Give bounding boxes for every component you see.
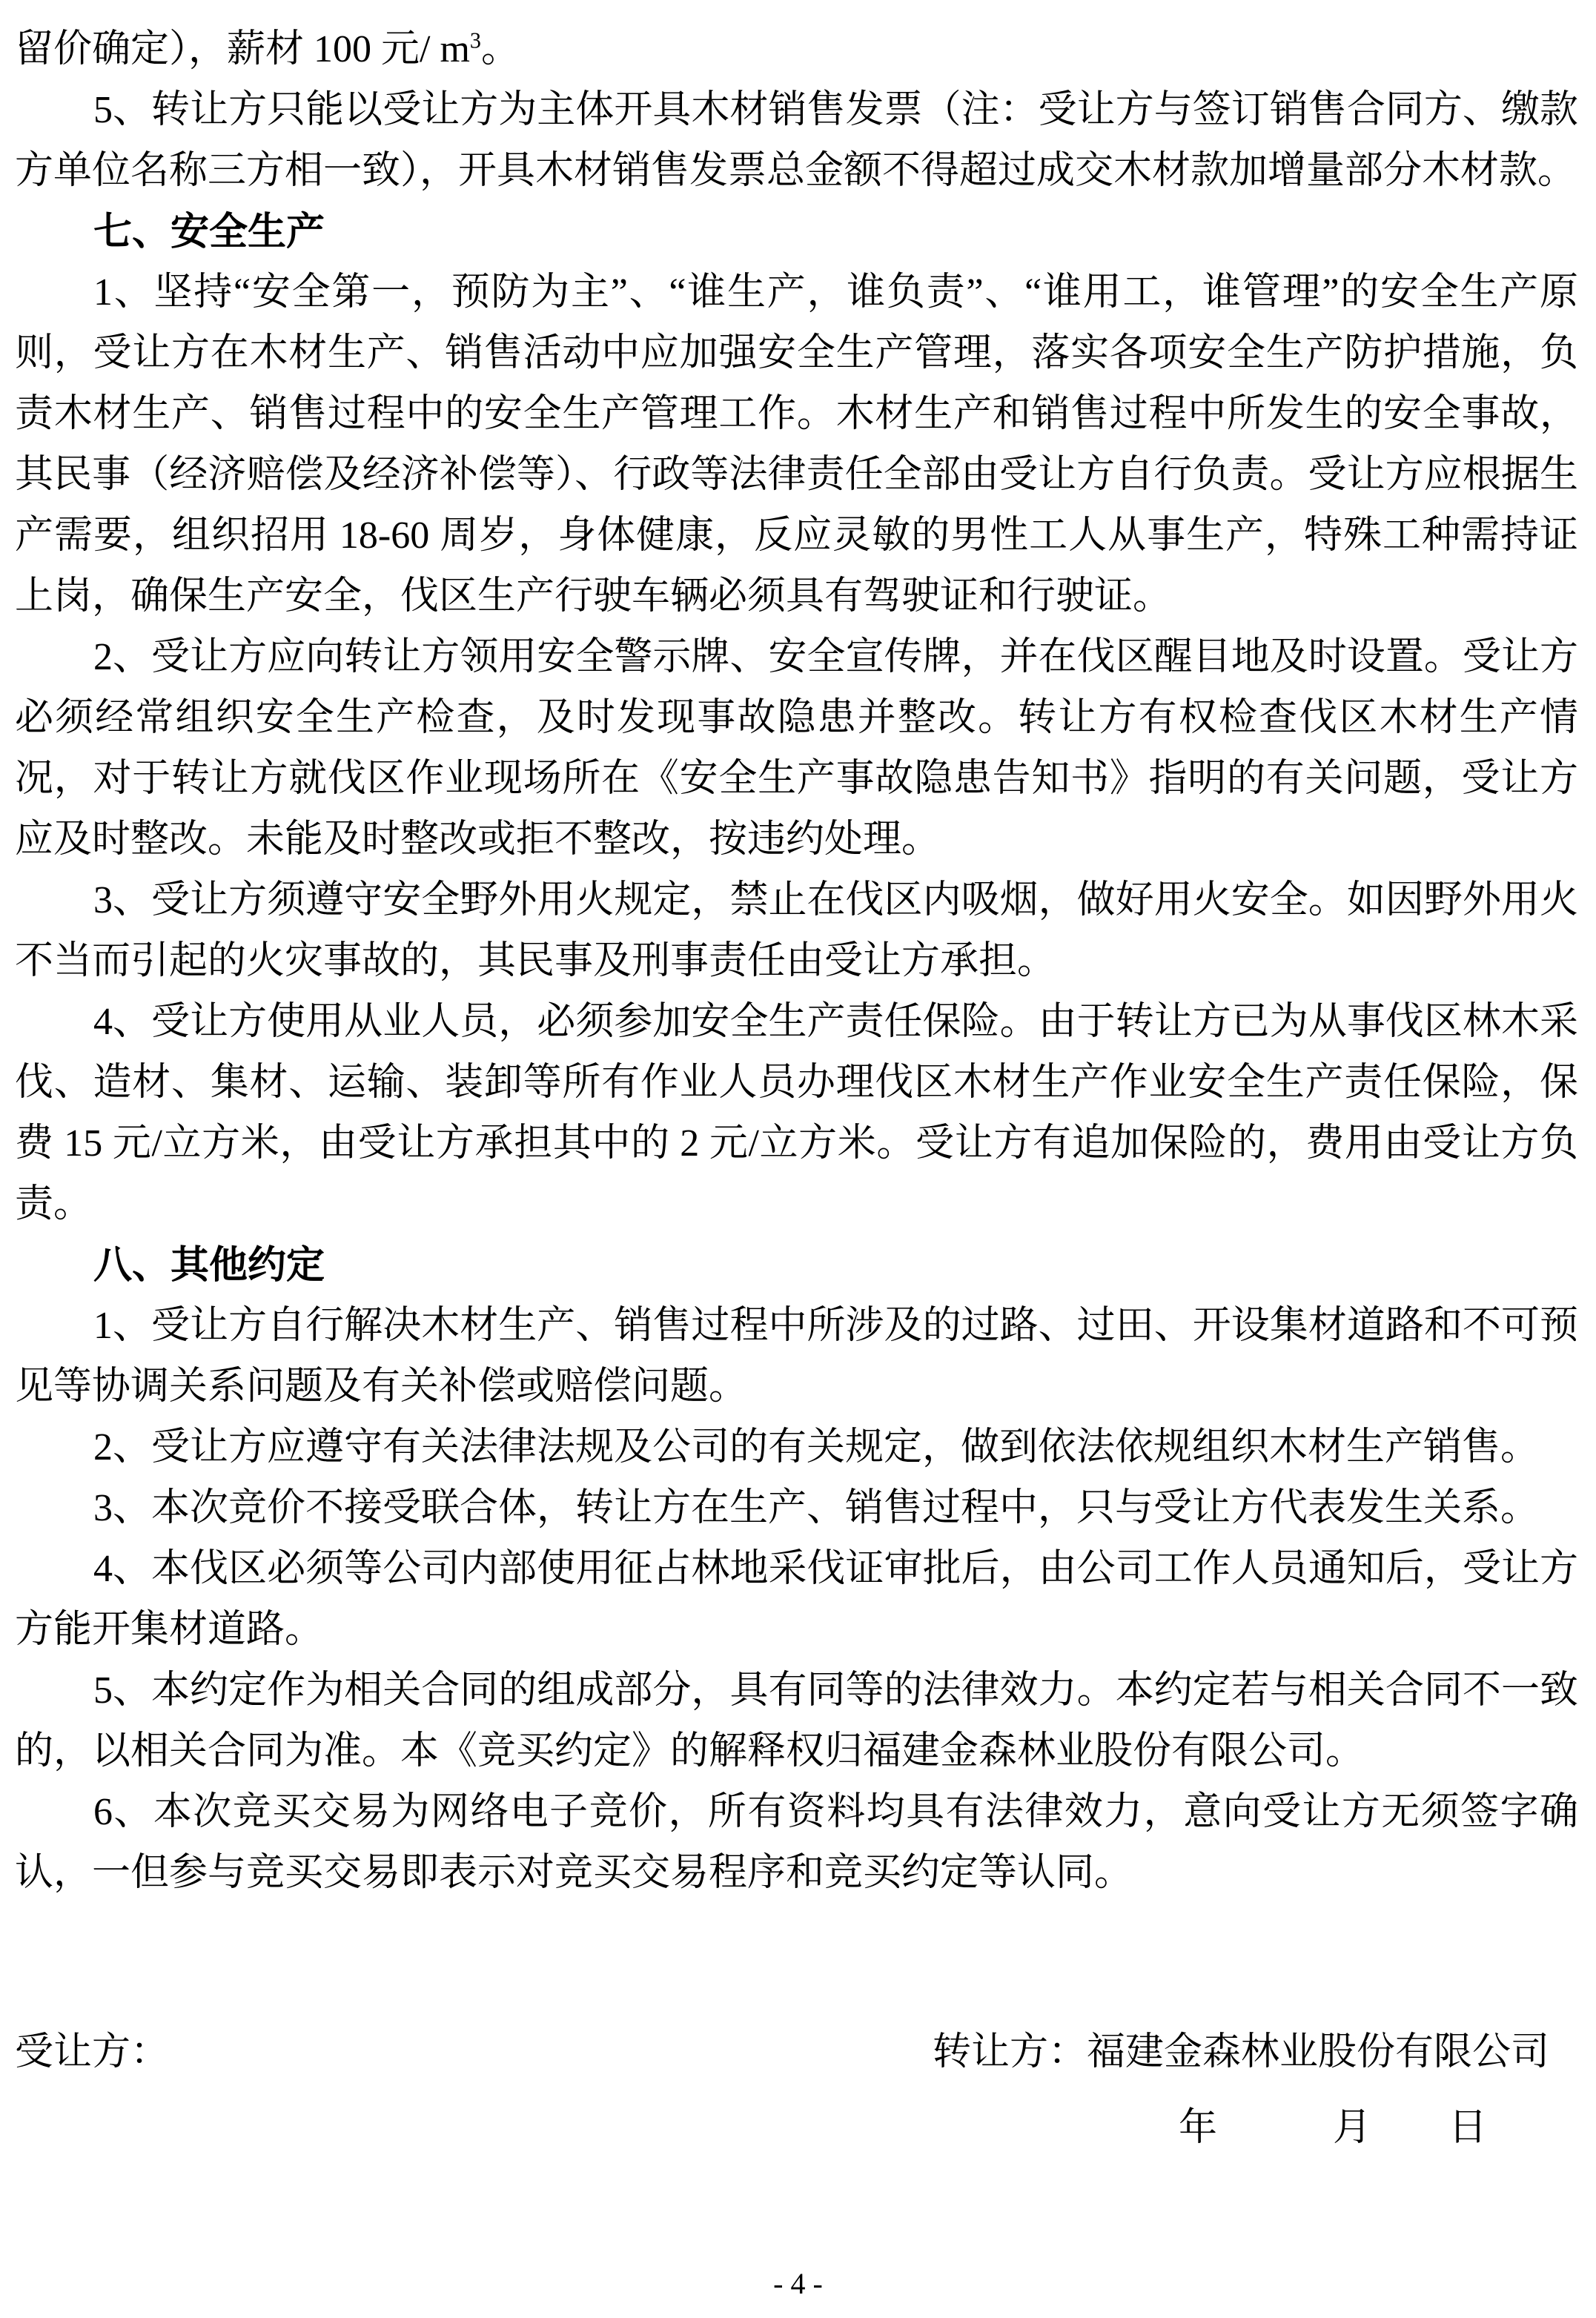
paragraph-continuation (15, 19, 1578, 80)
paragraph-other-6: 6、本次竞买交易为网络电子竞价，所有资料均具有法律效力，意向受让方无须签字确认，一但参与竞买交易即表示对竞买交易程序和竞买约定等认同。 (15, 1791, 1578, 1894)
paragraph-other-2: 2、受让方应遵守有关法律法规及公司的有关规定，做到依法依规组织木材生产销售。 (93, 1426, 1540, 1468)
continuation-text: 留价确定），薪材 100 元/ m (15, 28, 470, 70)
continuation-period: 。 (480, 28, 520, 70)
section-heading-safety: 七、安全生产 (93, 211, 325, 254)
paragraph-other-5: 5、本约定作为相关合同的组成部分，具有同等的法律效力。本约定若与相关合同不一致的，以相关合同为准。本《竞买约定》的解释权归福建金森林业股份有限公司。 (15, 1669, 1578, 1772)
paragraph-other-4: 4、本伐区必须等公司内部使用征占林地采伐证审批后，由公司工作人员通知后，受让方方能开集材道路。 (15, 1548, 1578, 1651)
transferor-line: 转让方：福建金森林业股份有限公司 (933, 2031, 1550, 2073)
paragraph-other-1: 1、受让方自行解决木材生产、销售过程中所涉及的过路、过田、开设集材道路和不可预见等协调关系问题及有关补偿或赔偿问题。 (15, 1305, 1578, 1408)
paragraph-safety-2: 2、受让方应向转让方领用安全警示牌、安全宣传牌，并在伐区醒目地及时设置。受让方必须经常组织安全生产检查，及时发现事故隐患并整改。转让方有权检查伐区木材生产情况，对于转让方就伐区作业现场所在《安全生产事故隐患告知书》指明的有关问题，受让方应及时整改。未能及时整改或拒不整改，按违约处理。 (15, 636, 1578, 861)
cubic-meter-superscript: 3 (469, 27, 481, 53)
signature-row (15, 2022, 1578, 2083)
paragraph-safety-1: 1、坚持“安全第一，预防为主”、“谁生产，谁负责”、“谁用工，谁管理”的安全生产原则，受让方在木材生产、销售活动中应加强安全生产管理，落实各项安全生产防护措施，负责木材生产、销售过程中的安全生产管理工作。木材生产和销售过程中所发生的安全事故，其民事（经济赔偿及经济补偿等）、行政等法律责任全部由受让方自行负责。受让方应根据生产需要，组织招用 18-60 周岁，身体健康，反应灵敏的男性工人从事生产，特殊工种需持证上岗，确保生产安全，伐区生产行驶车辆必须具有驾驶证和行驶证。 (15, 271, 1578, 617)
date-line: 年 月 日 (1179, 2107, 1488, 2149)
paragraph-other-3: 3、本次竞价不接受联合体，转让方在生产、销售过程中，只与受让方代表发生关系。 (93, 1487, 1540, 1529)
section-heading-other: 八、其他约定 (93, 1244, 325, 1287)
page-number: - 4 - (773, 2267, 823, 2300)
paragraph-invoice-rule: 5、转让方只能以受让方为主体开具木材销售发票（注：受让方与签订销售合同方、缴款方单位名称三方相一致），开具木材销售发票总金额不得超过成交木材款加增量部分木材款。 (15, 89, 1578, 192)
paragraph-safety-4: 4、受让方使用从业人员，必须参加安全生产责任保险。由于转让方已为从事伐区林木采伐、造材、集材、运输、装卸等所有作业人员办理伐区木材生产作业安全生产责任保险，保费 15 元/立方米，由受让方承担其中的 2 元/立方米。受让方有追加保险的，费用由受让方负责。 (15, 1001, 1578, 1225)
paragraph-safety-3: 3、受让方须遵守安全野外用火规定，禁止在伐区内吸烟，做好用火安全。如因野外用火不当而引起的火灾事故的，其民事及刑事责任由受让方承担。 (15, 879, 1578, 982)
date-row (15, 2098, 1578, 2159)
transferee-label: 受让方： (15, 2031, 170, 2073)
